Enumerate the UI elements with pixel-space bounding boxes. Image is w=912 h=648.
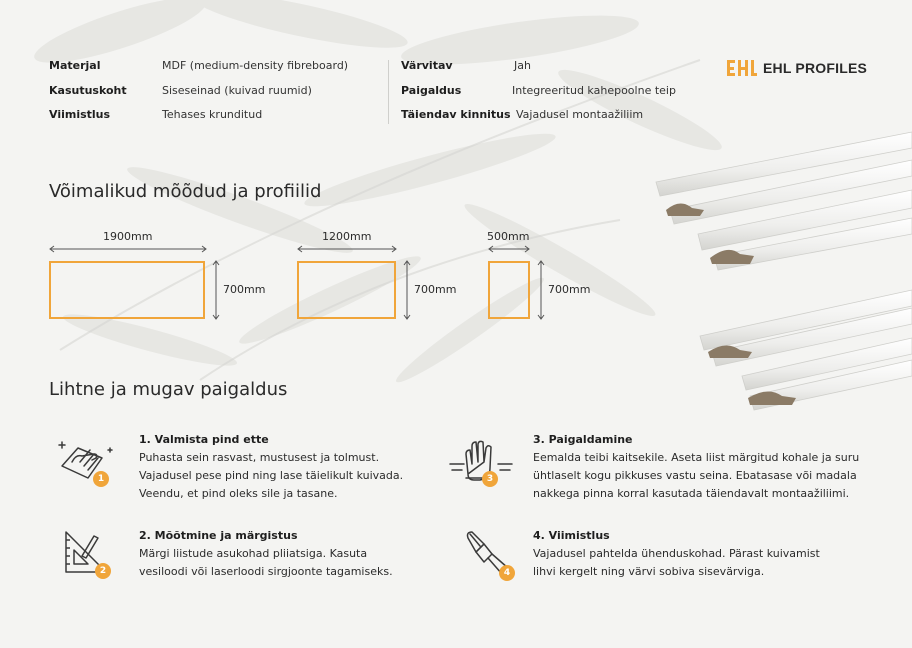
brand-name: EHL PROFILES (763, 60, 868, 76)
spec-value: Integreeritud kahepoolne teip (512, 84, 676, 97)
spec-label: Viimistlus (49, 108, 111, 121)
size-width-label: 1200mm (322, 230, 372, 243)
spec-divider (388, 60, 389, 124)
step-text: Vajadusel pahtelda ühenduskohad. Pärast kuivamist lihvi kergelt ning värvi sobiva sisevärviga. (533, 547, 820, 578)
width-arrow-icon (48, 244, 208, 254)
spec-value: Vajadusel montaažiliim (516, 108, 644, 121)
logo-mark-icon (727, 58, 757, 78)
width-arrow-icon (487, 244, 531, 254)
size-width-label: 1900mm (103, 230, 153, 243)
height-arrow-icon (402, 259, 412, 321)
spec-label: Täiendav kinnitus (401, 108, 511, 121)
step-number-badge: 2 (95, 563, 111, 579)
size-height-label: 700mm (414, 283, 457, 296)
width-arrow-icon (296, 244, 398, 254)
spec-value: Siseseinad (kuivad ruumid) (162, 84, 312, 97)
height-arrow-icon (211, 259, 221, 321)
step-text: Puhasta sein rasvast, mustusest ja tolmust. Vajadusel pese pind ning lase täielikult kuivada. Veendu, et pind oleks sile ja tasane. (139, 451, 404, 500)
size-box-1200 (297, 261, 396, 319)
size-box-1900 (49, 261, 205, 319)
height-arrow-icon (536, 259, 546, 321)
spec-value: Jah (514, 59, 531, 72)
size-width-label: 500mm (487, 230, 530, 243)
step-number-badge: 4 (499, 565, 515, 581)
size-height-label: 700mm (223, 283, 266, 296)
spec-label: Värvitav (401, 59, 453, 72)
spec-label: Kasutuskoht (49, 84, 127, 97)
step-title: 3. Paigaldamine (533, 433, 633, 446)
size-height-label: 700mm (548, 283, 591, 296)
size-box-500 (488, 261, 530, 319)
step-text: Eemalda teibi kaitsekile. Aseta liist märgitud kohale ja suru ühtlaselt kogu pikkuses vastu seina. Ebatasase või madala nakkega pinna korral kasutada täiendavalt montaažiliimi. (533, 451, 860, 500)
step-title: 4. Viimistlus (533, 529, 610, 542)
cleaning-hand-icon (58, 436, 118, 486)
spec-value: Tehases krunditud (162, 108, 263, 121)
spec-label: Materjal (49, 59, 101, 72)
step-number-badge: 3 (482, 471, 498, 487)
brand-logo (727, 58, 867, 78)
sizes-title: Võimalikud mõõdud ja profiilid (49, 181, 322, 202)
spec-value: MDF (medium-density fibreboard) (162, 59, 349, 72)
profile-mouldings-image (650, 130, 912, 420)
spec-label: Paigaldus (401, 84, 462, 97)
step-text: Märgi liistude asukohad pliiatsiga. Kasuta vesiloodi või laserloodi sirgjoonte tagamiseks. (139, 547, 393, 578)
step-title: 2. Mõõtmine ja märgistus (139, 529, 298, 542)
install-title: Lihtne ja mugav paigaldus (49, 379, 288, 400)
pressing-hand-icon (448, 438, 514, 486)
step-number-badge: 1 (93, 471, 109, 487)
step-title: 1. Valmista pind ette (139, 433, 269, 446)
